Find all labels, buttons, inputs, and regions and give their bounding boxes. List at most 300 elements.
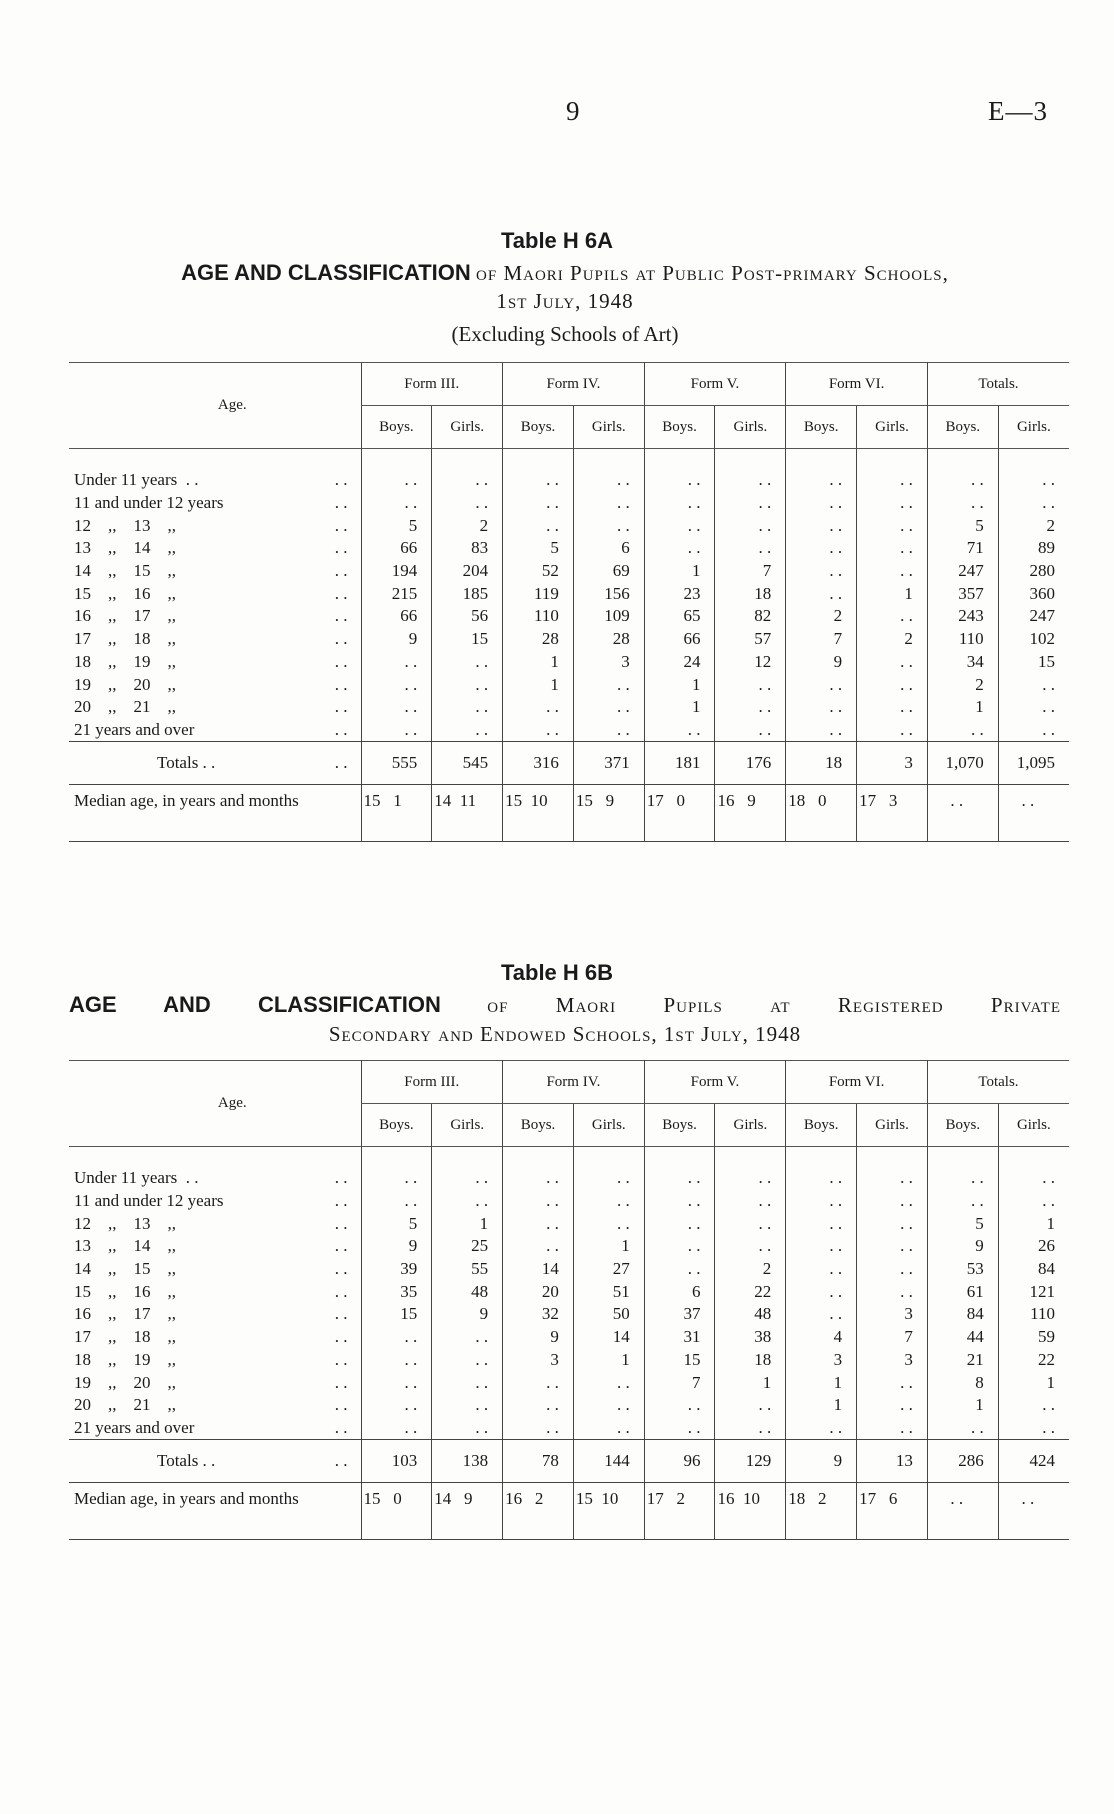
cell-value: . . [786,1147,857,1190]
leader-dots: . . [334,1259,348,1279]
cell-value: . . [786,1280,857,1303]
cell-value: . . [644,719,715,742]
total-value: 96 [644,1440,715,1483]
form-header: Form III. [361,363,503,406]
cell-value: 7 [715,560,786,583]
cell-value: 53 [927,1258,998,1281]
leader-dots: . . [334,719,348,739]
sex-subheader: Boys. [644,406,715,449]
totals-row [69,1440,1069,1483]
total-value: 1,070 [927,742,998,785]
cell-value: . . [857,1371,928,1394]
cell-value: . . [857,1212,928,1235]
cell-value: . . [857,560,928,583]
sex-subheader: Girls. [998,1104,1069,1147]
cell-value: . . [715,537,786,560]
cell-value: . . [361,449,432,492]
median-value: 17 2 [644,1483,715,1540]
cell-value: 1 [715,1371,786,1394]
form-header: Form IV. [503,363,645,406]
median-value: . . [927,1483,998,1540]
leader-dots: . . [334,1191,348,1211]
age-label: 11 and under 12 years . . [69,492,361,515]
cell-value: . . [857,1258,928,1281]
total-value: 144 [573,1440,644,1483]
form-header: Form VI. [786,1061,928,1104]
cell-value: . . [998,696,1069,719]
leader-dots: . . [334,753,348,773]
cell-value: . . [361,651,432,674]
cell-value: . . [573,514,644,537]
cell-value: . . [786,582,857,605]
cell-value: . . [786,537,857,560]
table-row [69,1394,1069,1417]
leader-dots: . . [334,561,348,581]
cell-value: . . [715,1190,786,1213]
cell-value: 7 [644,1371,715,1394]
leader-dots: . . [334,1349,348,1369]
age-label: 13 ,, 14 ,, . . [69,537,361,560]
median-value: 16 2 [503,1483,574,1540]
cell-value: 22 [715,1280,786,1303]
cell-value: 65 [644,605,715,628]
cell-value: 204 [432,560,503,583]
heading-rest: of Maori Pupils at Public Post-primary Schools, [476,261,949,285]
leader-dots: . . [334,1451,348,1471]
median-value: 18 2 [786,1483,857,1540]
cell-value: . . [361,673,432,696]
leader-dots: . . [334,515,348,535]
cell-value: . . [644,1394,715,1417]
median-value: 14 9 [432,1483,503,1540]
cell-value: . . [573,696,644,719]
age-label: 19 ,, 20 ,, . . [69,673,361,696]
cell-value: 15 [361,1303,432,1326]
cell-value: 110 [503,605,574,628]
cell-value: . . [644,1235,715,1258]
median-value: 17 0 [644,785,715,842]
cell-value: . . [857,1394,928,1417]
age-label: 17 ,, 18 ,, . . [69,628,361,651]
heading-rest: of Maori Pupils at Registered Private [487,993,1062,1017]
cell-value: 121 [998,1280,1069,1303]
heading-bold: AGE AND CLASSIFICATION [69,992,441,1017]
cell-value: 82 [715,605,786,628]
cell-value: . . [644,514,715,537]
totals-label: Totals . . . . [69,1440,361,1483]
cell-value: 1 [927,1394,998,1417]
median-value: . . [927,785,998,842]
heading-note: (Excluding Schools of Art) [451,322,679,346]
cell-value: . . [503,514,574,537]
cell-value: 50 [573,1303,644,1326]
cell-value: . . [644,492,715,515]
cell-value: . . [361,1190,432,1213]
cell-value: 110 [927,628,998,651]
cell-value: 25 [432,1235,503,1258]
age-label: 14 ,, 15 ,, . . [69,1258,361,1281]
table-row [69,1349,1069,1372]
table-title: Table H 6A [500,228,614,253]
cell-value: . . [998,1417,1069,1440]
median-value: 17 3 [857,785,928,842]
cell-value: 35 [361,1280,432,1303]
sex-subheader: Girls. [857,406,928,449]
age-label: 18 ,, 19 ,, . . [69,1349,361,1372]
cell-value: . . [715,492,786,515]
form-header: Form V. [644,1061,786,1104]
cell-value: 243 [927,605,998,628]
cell-value: 156 [573,582,644,605]
age-label: 12 ,, 13 ,, . . [69,514,361,537]
cell-value: . . [998,719,1069,742]
cell-value: 247 [998,605,1069,628]
cell-value: 34 [927,651,998,674]
cell-value: 1 [857,582,928,605]
cell-value: 7 [786,628,857,651]
cell-value: 2 [857,628,928,651]
cell-value: 21 [927,1349,998,1372]
total-value: 545 [432,742,503,785]
cell-value: . . [361,492,432,515]
cell-value: 1 [503,651,574,674]
leader-dots: . . [334,1304,348,1324]
table-row [69,1280,1069,1303]
cell-value: . . [998,449,1069,492]
cell-value: . . [786,673,857,696]
age-label: 15 ,, 16 ,, . . [69,582,361,605]
table-title: Table H 6B [500,960,614,985]
median-row [69,1483,1069,1540]
sex-subheader: Boys. [361,1104,432,1147]
cell-value: . . [857,449,928,492]
table-row [69,696,1069,719]
median-value: 15 10 [503,785,574,842]
leader-dots: . . [334,1281,348,1301]
cell-value: 1 [786,1371,857,1394]
leader-dots: . . [334,1213,348,1233]
total-value: 1,095 [998,742,1069,785]
leader-dots: . . [334,538,348,558]
cell-value: . . [715,696,786,719]
total-value: 129 [715,1440,786,1483]
cell-value: . . [927,719,998,742]
cell-value: 110 [998,1303,1069,1326]
median-value: 18 0 [786,785,857,842]
sex-subheader: Boys. [927,406,998,449]
table-row [69,1303,1069,1326]
cell-value: 3 [857,1349,928,1372]
cell-value: . . [857,696,928,719]
leader-dots: . . [334,606,348,626]
table-row [69,560,1069,583]
cell-value: 66 [361,537,432,560]
cell-value: 69 [573,560,644,583]
cell-value: . . [715,1212,786,1235]
age-label: 21 years and over . . [69,719,361,742]
age-label: 13 ,, 14 ,, . . [69,1235,361,1258]
total-value: 424 [998,1440,1069,1483]
cell-value: 2 [927,673,998,696]
cell-value: . . [503,696,574,719]
cell-value: 32 [503,1303,574,1326]
cell-value: 66 [644,628,715,651]
cell-value: 1 [644,673,715,696]
totals-label: Totals . . . . [69,742,361,785]
sex-subheader: Boys. [786,1104,857,1147]
cell-value: 5 [927,1212,998,1235]
cell-value: 185 [432,582,503,605]
age-label: 11 and under 12 years . . [69,1190,361,1213]
cell-value: . . [432,673,503,696]
median-value: 14 11 [432,785,503,842]
cell-value: . . [573,673,644,696]
cell-value: . . [927,1417,998,1440]
total-value: 3 [857,742,928,785]
cell-value: 48 [432,1280,503,1303]
cell-value: . . [786,560,857,583]
cell-value: 27 [573,1258,644,1281]
cell-value: 9 [361,1235,432,1258]
cell-value: . . [503,1190,574,1213]
cell-value: . . [857,1235,928,1258]
cell-value: 3 [857,1303,928,1326]
cell-value: . . [857,673,928,696]
table-row [69,719,1069,742]
table-row [69,1147,1069,1190]
median-value: 15 10 [573,1483,644,1540]
cell-value: . . [857,514,928,537]
cell-value: . . [573,1147,644,1190]
cell-value: . . [361,1326,432,1349]
cell-value: . . [432,696,503,719]
cell-value: . . [998,492,1069,515]
totals-row [69,742,1069,785]
leader-dots: . . [334,1236,348,1256]
cell-value: 1 [503,673,574,696]
cell-value: 119 [503,582,574,605]
cell-value: 8 [927,1371,998,1394]
cell-value: . . [503,1212,574,1235]
cell-value: 71 [927,537,998,560]
sex-subheader: Boys. [361,406,432,449]
sex-subheader: Girls. [573,406,644,449]
median-value: 17 6 [857,1483,928,1540]
age-label: 16 ,, 17 ,, . . [69,1303,361,1326]
cell-value: . . [503,1235,574,1258]
cell-value: . . [503,1371,574,1394]
sex-subheader: Boys. [644,1104,715,1147]
cell-value: . . [503,1394,574,1417]
cell-value: . . [857,1147,928,1190]
total-value: 13 [857,1440,928,1483]
cell-value: 9 [432,1303,503,1326]
cell-value: 14 [573,1326,644,1349]
leader-dots: . . [334,651,348,671]
cell-value: . . [573,719,644,742]
age-label: Under 11 years . . . . [69,449,361,492]
cell-value: . . [786,514,857,537]
table-row [69,1190,1069,1213]
cell-value: . . [432,1349,503,1372]
cell-value: 89 [998,537,1069,560]
cell-value: 52 [503,560,574,583]
cell-value: . . [786,1417,857,1440]
total-value: 9 [786,1440,857,1483]
age-header: Age. [69,1061,361,1147]
total-value: 78 [503,1440,574,1483]
sex-subheader: Girls. [715,1104,786,1147]
cell-value: . . [644,1147,715,1190]
cell-value: . . [361,1417,432,1440]
page-number: 9 [566,96,580,126]
cell-value: 2 [786,605,857,628]
table-heading [69,260,1061,286]
leader-dots: . . [334,1327,348,1347]
cell-value: . . [432,1394,503,1417]
cell-value: 3 [786,1349,857,1372]
cell-value: 28 [503,628,574,651]
median-value: 16 10 [715,1483,786,1540]
cell-value: . . [786,492,857,515]
cell-value: . . [573,1394,644,1417]
cell-value: 48 [715,1303,786,1326]
cell-value: . . [715,449,786,492]
cell-value: 5 [361,514,432,537]
cell-value: 12 [715,651,786,674]
age-label: 15 ,, 16 ,, . . [69,1280,361,1303]
cell-value: . . [573,492,644,515]
sex-subheader: Girls. [573,1104,644,1147]
total-value: 371 [573,742,644,785]
cell-value: . . [857,537,928,560]
cell-value: 1 [927,696,998,719]
sex-subheader: Girls. [998,406,1069,449]
sex-subheader: Boys. [786,406,857,449]
total-value: 176 [715,742,786,785]
form-header: Form VI. [786,363,928,406]
cell-value: 1 [573,1349,644,1372]
heading-date: 1st July, 1948 [496,289,634,313]
cell-value: 23 [644,582,715,605]
cell-value: . . [786,1303,857,1326]
form-header: Form V. [644,363,786,406]
cell-value: . . [644,1190,715,1213]
cell-value: 15 [432,628,503,651]
cell-value: 44 [927,1326,998,1349]
cell-value: . . [644,1258,715,1281]
cell-value: 357 [927,582,998,605]
leader-dots: . . [334,470,348,490]
leader-dots: . . [334,629,348,649]
cell-value: 59 [998,1326,1069,1349]
cell-value: . . [998,1394,1069,1417]
age-label: 18 ,, 19 ,, . . [69,651,361,674]
cell-value: . . [857,1280,928,1303]
total-value: 286 [927,1440,998,1483]
cell-value: . . [573,1417,644,1440]
cell-value: . . [715,719,786,742]
form-header: Totals. [927,1061,1069,1104]
cell-value: 26 [998,1235,1069,1258]
cell-value: 2 [715,1258,786,1281]
cell-value: 1 [998,1371,1069,1394]
total-value: 555 [361,742,432,785]
cell-value: . . [432,492,503,515]
age-classification-table-private [69,1060,1069,1540]
cell-value: 360 [998,582,1069,605]
cell-value: 7 [857,1326,928,1349]
cell-value: 84 [927,1303,998,1326]
table-row [69,514,1069,537]
cell-value: . . [857,1190,928,1213]
table-row [69,537,1069,560]
cell-value: . . [432,1326,503,1349]
median-value: 15 9 [573,785,644,842]
cell-value: . . [432,1417,503,1440]
median-value: 15 0 [361,1483,432,1540]
leader-dots: . . [334,493,348,513]
cell-value: . . [644,1417,715,1440]
total-value: 18 [786,742,857,785]
cell-value: 5 [503,537,574,560]
cell-value: . . [786,1212,857,1235]
cell-value: . . [786,449,857,492]
cell-value: . . [857,651,928,674]
cell-value: . . [998,673,1069,696]
cell-value: 215 [361,582,432,605]
cell-value: 9 [927,1235,998,1258]
leader-dots: . . [334,1417,348,1437]
cell-value: . . [857,492,928,515]
cell-value: . . [786,1258,857,1281]
table-row [69,582,1069,605]
cell-value: 1 [644,560,715,583]
cell-value: . . [786,719,857,742]
cell-value: . . [503,492,574,515]
cell-value: 55 [432,1258,503,1281]
form-header: Form IV. [503,1061,645,1104]
cell-value: 194 [361,560,432,583]
median-value: . . [998,1483,1069,1540]
cell-value: . . [573,1212,644,1235]
heading-bold: AGE AND CLASSIFICATION [181,260,471,285]
cell-value: 2 [998,514,1069,537]
table-row [69,449,1069,492]
leader-dots: . . [334,697,348,717]
cell-value: 57 [715,628,786,651]
cell-value: 39 [361,1258,432,1281]
cell-value: . . [715,1394,786,1417]
table-row [69,1212,1069,1235]
cell-value: . . [573,449,644,492]
cell-value: . . [361,1147,432,1190]
cell-value: . . [786,696,857,719]
cell-value: 1 [786,1394,857,1417]
cell-value: 9 [361,628,432,651]
cell-value: 83 [432,537,503,560]
cell-value: . . [361,1349,432,1372]
cell-value: . . [432,1371,503,1394]
cell-value: 280 [998,560,1069,583]
table-row [69,673,1069,696]
cell-value: . . [644,537,715,560]
cell-value: 9 [503,1326,574,1349]
sex-subheader: Girls. [432,1104,503,1147]
cell-value: 1 [432,1212,503,1235]
cell-value: . . [432,449,503,492]
cell-value: . . [432,1147,503,1190]
